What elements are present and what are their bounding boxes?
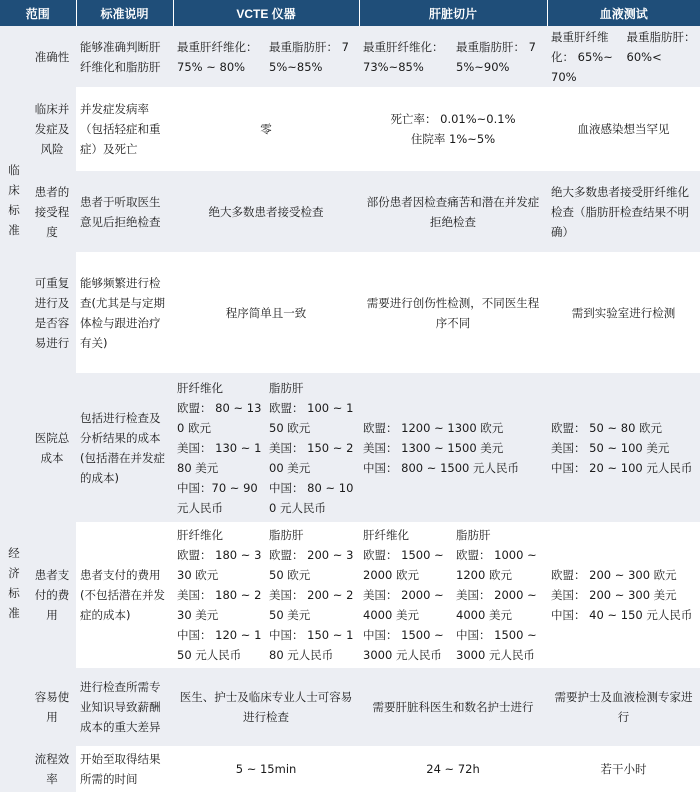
- vcte-cell: [173, 522, 359, 668]
- fee-line: 欧盟： 180 ~ 330 欧元: [177, 548, 262, 582]
- fee-line: 脂肪肝: [269, 528, 304, 542]
- header-description: 标准说明: [76, 0, 173, 26]
- cost-line: 中国： 800 ~ 1500 元人民币: [363, 460, 519, 475]
- category-economic: 经济标准: [0, 373, 28, 792]
- fee-line: 欧盟： 200 ~ 300 欧元: [551, 568, 677, 582]
- description-cell: 患者支付的费用(不包括潜在并发症的成本): [76, 522, 173, 668]
- cost-line: 肝纤维化: [177, 380, 224, 395]
- vcte-fibrosis-fees: [177, 525, 263, 665]
- fee-line: 肝纤维化: [363, 528, 410, 542]
- vcte-fibrosis-costs: [177, 378, 263, 518]
- blood-cell: 血液感染想当罕见: [547, 87, 700, 171]
- description-cell: 进行检查所需专业知识导致薪酬成本的重大差异: [76, 668, 173, 746]
- biopsy-mortality: 死亡率： 0.01%~0.1%: [390, 112, 516, 126]
- fee-line: 中国： 40 ~ 150 元人民币: [551, 608, 693, 622]
- cost-line: 中国：70 ~ 90 元人民币: [177, 480, 258, 515]
- biopsy-fatty-liver-fees: [456, 525, 543, 665]
- fee-line: 脂肪肝: [456, 528, 491, 542]
- fee-line: 美国： 2000 ~ 4000 美元: [363, 588, 444, 622]
- vcte-fatty-liver-costs: [269, 378, 355, 518]
- biopsy-cell: 需要进行创伤性检测，不同医生程序不同: [359, 252, 547, 373]
- cost-line: 中国： 80 ~ 100 元人民币: [269, 480, 354, 515]
- header-scope: 范围: [0, 0, 76, 26]
- blood-cell: [547, 26, 700, 87]
- biopsy-cell: [359, 522, 547, 668]
- description-cell: 包括进行检查及分析结果的成本(包括潜在并发症的成本): [76, 373, 173, 522]
- criterion-cell: 容易使用: [28, 668, 76, 746]
- table-row: [0, 87, 700, 171]
- blood-fibrosis: 最重肝纤维化： 65%~ 70%: [551, 29, 613, 84]
- vcte-cell: 5 ~ 15min: [173, 746, 359, 792]
- table-row: [0, 373, 700, 522]
- blood-cell: 若干小时: [547, 746, 700, 792]
- description-cell: 能够频繁进行检查(尤其是与定期体检与跟进治疗有关): [76, 252, 173, 373]
- biopsy-fibrosis: 最重肝纤维化： 73%~85%: [363, 39, 444, 74]
- vcte-cell: 零: [173, 87, 359, 171]
- criterion-cell: 临床并发症及风险: [28, 87, 76, 171]
- blood-cell: [547, 373, 700, 522]
- cost-line: 美国： 150 ~ 200 美元: [269, 440, 354, 475]
- blood-fatty-liver: 最重脂肪肝： 60%<: [626, 29, 696, 64]
- table-row: [0, 171, 700, 252]
- fee-line: 美国： 200 ~ 300 美元: [551, 588, 677, 602]
- table-row: [0, 668, 700, 746]
- biopsy-cell: 部份患者因检查痛苦和潜在并发症拒绝检查: [359, 171, 547, 252]
- blood-cell: [547, 522, 700, 668]
- header-vcte: VCTE 仪器: [173, 0, 359, 26]
- criterion-cell: 流程效率: [28, 746, 76, 792]
- description-cell: 能够准确判断肝纤维化和脂肪肝: [76, 26, 173, 87]
- biopsy-cell: 24 ~ 72h: [359, 746, 547, 792]
- fee-line: 中国： 1500 ~ 3000 元人民币: [456, 628, 537, 662]
- biopsy-fibrosis-fees: [363, 525, 450, 665]
- cost-line: 脂肪肝: [269, 380, 304, 395]
- fee-line: 欧盟： 200 ~ 350 欧元: [269, 548, 354, 582]
- biopsy-cell: 需要肝脏科医生和数名护士进行: [359, 668, 547, 746]
- fee-line: 美国： 200 ~ 250 美元: [269, 588, 354, 622]
- fee-line: 欧盟： 1000 ~ 1200 欧元: [456, 548, 537, 582]
- vcte-cell: 医生、护士及临床专业人士可容易进行检查: [173, 668, 359, 746]
- criterion-cell: 患者的接受程度: [28, 171, 76, 252]
- description-cell: 开始至取得结果所需的时间: [76, 746, 173, 792]
- fee-line: 中国： 150 ~ 180 元人民币: [269, 628, 354, 662]
- vcte-fatty-liver-fees: [269, 525, 355, 665]
- category-clinical: 临床标准: [0, 26, 28, 373]
- biopsy-fatty-liver: 最重脂肪肝： 75%~90%: [456, 39, 536, 74]
- vcte-cell: 程序简单且一致: [173, 252, 359, 373]
- biopsy-hospitalization: 住院率 1%~5%: [410, 132, 496, 146]
- fee-line: 美国： 2000 ~ 4000 美元: [456, 588, 537, 622]
- vcte-cell: [173, 373, 359, 522]
- cost-line: 美国： 1300 ~ 1500 美元: [363, 440, 504, 455]
- description-cell: 患者于听取医生意见后拒绝检查: [76, 171, 173, 252]
- criterion-cell: 可重复进行及是否容易进行: [28, 252, 76, 373]
- cost-line: 欧盟： 100 ~ 150 欧元: [269, 400, 354, 435]
- table-row: [0, 252, 700, 373]
- fee-line: 肝纤维化: [177, 528, 224, 542]
- cost-line: 美国： 50 ~ 100 美元: [551, 440, 670, 455]
- cost-line: 欧盟： 80 ~ 130 欧元: [177, 400, 262, 435]
- vcte-fibrosis: 最重肝纤维化： 75% ~ 80%: [177, 39, 258, 74]
- cost-line: 中国： 20 ~ 100 元人民币: [551, 460, 693, 475]
- blood-cell: 需到实验室进行检测: [547, 252, 700, 373]
- vcte-cell: [173, 26, 359, 87]
- cost-line: 欧盟： 1200 ~ 1300 欧元: [363, 420, 504, 435]
- criterion-cell: 患者支付的费用: [28, 522, 76, 668]
- blood-cell: 绝大多数患者接受肝纤维化检查（脂肪肝检查结果不明确）: [547, 171, 700, 252]
- cost-line: 美国： 130 ~ 180 美元: [177, 440, 262, 475]
- cost-line: 欧盟： 50 ~ 80 欧元: [551, 420, 663, 435]
- header-row: [0, 0, 700, 26]
- header-biopsy: 肝脏切片: [359, 0, 547, 26]
- biopsy-cell: [359, 373, 547, 522]
- table-row: [0, 522, 700, 668]
- biopsy-cell: [359, 26, 547, 87]
- vcte-cell: 绝大多数患者接受检查: [173, 171, 359, 252]
- vcte-fatty-liver: 最重脂肪肝： 75%~85%: [269, 39, 349, 74]
- header-blood-test: 血液测试: [547, 0, 700, 26]
- fee-line: 中国： 1500 ~ 3000 元人民币: [363, 628, 444, 662]
- fee-line: 中国： 120 ~ 150 元人民币: [177, 628, 262, 662]
- fee-line: 欧盟： 1500 ~ 2000 欧元: [363, 548, 444, 582]
- criterion-cell: 医院总成本: [28, 373, 76, 522]
- description-cell: 并发症发病率（包括轻症和重症）及死亡: [76, 87, 173, 171]
- criterion-cell: 准确性: [28, 26, 76, 87]
- fee-line: 美国： 180 ~ 230 美元: [177, 588, 262, 622]
- table-row: [0, 746, 700, 792]
- table-row: [0, 26, 700, 87]
- biopsy-cell: [359, 87, 547, 171]
- blood-cell: 需要护士及血液检测专家进行: [547, 668, 700, 746]
